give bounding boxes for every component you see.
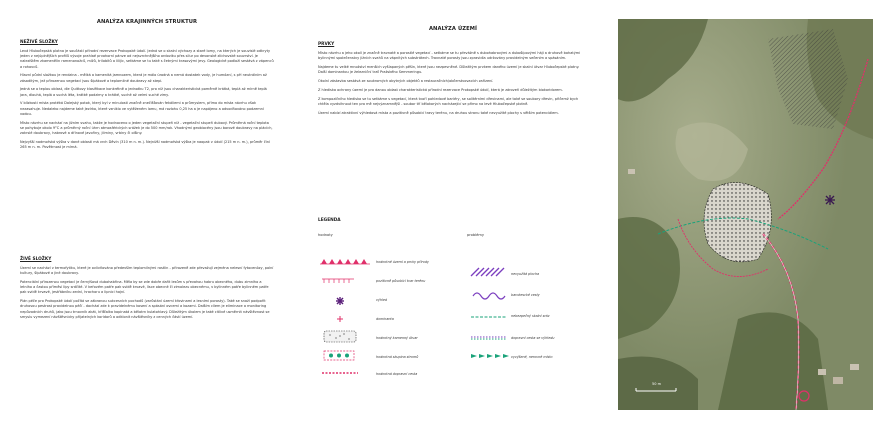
legend-values-heading: hodnoty xyxy=(318,233,333,237)
legend-problems-heading: problémy xyxy=(467,233,484,237)
scale-label: 50 m xyxy=(652,382,661,386)
legend-value-item: výhled xyxy=(376,298,388,302)
tree-group-icon xyxy=(324,351,354,360)
legend-problem-item: nebezpečný skalní sráz xyxy=(511,314,550,318)
triangle-line-icon xyxy=(320,259,370,264)
map-drawing xyxy=(618,19,873,410)
paragraph: Území se nachází v termofytiku, které je ovlivňováno především teplomilnými rostlin - přirozeně zde převažují zejména nelesní fytocenózy, polní kultury, šípákové a jiné doubravy. xyxy=(20,266,274,276)
paragraph: Z kompozičního hlediska se tu setkáme s vegetací, která tvoří pohledové bariéry, se solitérními dřevinami, ale také se soubory dřevin, přičemž bych chtěla vyzdvihnout ten pro mě nejvýznamnější - soubor tří bělokorých nacházející se přímo na levé Hlubočepské plotně. xyxy=(318,96,579,106)
paragraph: Hlavní půdní složkou je rendzina - mělká a kamenitá jamnozem, která je málo úrodná a nemá dostatek vody, je humózní, s pH neutrálním až zásaditým, jež přirozenou vegetací jsou šípákové a teplomilné doubravy až stepi. xyxy=(20,73,267,83)
uneven-arrows-icon xyxy=(471,354,509,358)
legend-title: LEGENDA xyxy=(318,218,341,223)
road-view-icon xyxy=(471,337,507,339)
paragraph: Levá Hlubočepská plotna je součástí přírodní rezervace Prokopské údolí. Jedná se o skalní výchozy a staré lomy, na kterých je souvislé odkryty jeden z nejúplnějších profilů vývoje prahlaé prvohorní pánve od nejsvrchnějšího ordoviku přes silur po devonské zlíchovské souvrství. Je nalezištěm zkamenělin ramenonožců, mlžů, trilobitů a lilijic, setkáme se tu také s četnými krasovými jevy. Geologické podloží sestává z vápenců a rohovců. xyxy=(20,49,274,69)
legend-value-item: hodnotná dopravní cesta xyxy=(376,372,418,376)
paragraph: Jedná se o teplou oblast, dle Quittovy klasifikace konkrétně o jednotku T2, pro níž jsou charakteristická poměrně krátká, teplá až mírně teplá jara, dlouhá, teplá a suchá léta, krátké podzimy a krátké, suché až velmi suché zimy. xyxy=(20,87,267,97)
legend-value-item: hodnotná skupina stromů xyxy=(376,355,419,359)
paragraph: Místo návrhu a jeho okolí je značně travnaté a porostlé vegetací - setkáme se tu převážně s dubohabrovými a dubošípovými háji a druhově bohatými bylinnými společenstvy jižních svahů na vápnitých substrátech. Travnaté porosty jsou zpravidla udržovány pravidelným sečením a spásáním. xyxy=(318,51,581,61)
legend-value-item: pozitivně působící tvar terénu xyxy=(376,279,426,283)
legend-value-item: hodnotné území a prvky přírody xyxy=(376,260,429,264)
biotic-heading: ŽIVÉ SLOŽKY xyxy=(20,257,52,262)
area-title: ANALÝZA ÚZEMÍ xyxy=(428,26,478,32)
legend-problem-item: dopravní cesta se výhledu xyxy=(511,336,555,340)
landscape-title: ANALÝZA KRAJINNÝCH STRUKTUR xyxy=(96,19,198,25)
paragraph: Území nabízí atraktivní výhledová místa a pozitivně působící travy terénu, na druhou stranu také nevyužité plochy s větším potenciálem. xyxy=(318,110,559,115)
legend-problems-symbols xyxy=(467,262,517,367)
legend-values-symbols xyxy=(318,255,374,385)
paragraph: Potenciální přirozenou vegetací je černýšová dubohabřina. Měla by se zde dobře dařit lesům s převahou habru obecného, dubu zimního a letního a častou příměsí lípy srdčité. V keřovém patře pak svídě krvavé, lísce obecné či zimolezu obecnému, v bylinném patře bylinném patře pak svídě krvavé, jestřábníku zední, hrachoru a lipnici hajní. xyxy=(20,280,269,295)
paragraph: V blízkosti místa protéká Dalejský potok, který byl v minulosti značně znečišťován fekáliemi a průmyslem, přímo do místa návrhu však nezasahuje. Nedaleko najdeme také Jezírko, které vzniklo ve vytěženém lomu, má rozlohu 0,25 ha a je napájeno a odvodňováno podzemní vodou. xyxy=(20,101,264,116)
paragraph: Z hlediska ochrany území je pro danou oblast charakteristická přírodní rezervace Prokopské údolí, která je zároveň důležitým biokoridorem. xyxy=(318,87,563,92)
elements-section xyxy=(318,42,588,119)
biotic-section xyxy=(20,257,274,324)
terrain-comb-icon xyxy=(322,279,354,283)
legend-problem-item: barokescké cesty xyxy=(511,293,540,297)
legend-problem-item: vyvýšené, nerovné místo xyxy=(511,355,553,359)
paragraph: Najdeme tu velké množství menších vyšlapaných pěšin, které jsou nezpevněné. Důležitým prvkem daného území je skalní útvar Hlubočepské plotny. Další dominantou je železniční trať Pražského Semmeringu. xyxy=(318,65,580,75)
legend-value-item: dominanta xyxy=(376,317,394,321)
aerial-map xyxy=(618,19,873,410)
viewpoint-star-icon xyxy=(336,297,344,305)
dominant-cross-icon xyxy=(337,316,343,322)
legend-problem-item: nevyužitá plocha xyxy=(511,272,540,276)
paragraph: Místo návrhu se nachází na jižním svahu, takže je hodnoceno o jeden vegetační stupeň níž - vegetační stupeň dubový. Průměrná roční teplota se pohybuje okolo 9°C a průměrný roční úhrn atmosférických srážek je do 500 mm/rok. Vhodnými geobiocény jsou borové doubravy na plácích, zakrslé doubravy, habrové a dřínové javořiny, jilminy, vrbiny či olšiny. xyxy=(20,120,273,136)
legend-value-item: hodnotný kamenný útvar xyxy=(376,336,418,340)
elements-heading: PRVKY xyxy=(318,42,335,47)
paragraph: Nejvyšší nadmořská výška v dané oblasti má vrch Děvín (310 m n. m.). Nejnižší nadmořská výška je naopak v údolí (215 m n. m.), průměr činí 265 m n. m. Povětrnost je mírná. xyxy=(20,139,270,150)
unused-area-icon xyxy=(471,268,504,276)
stone-formation-icon xyxy=(324,331,356,342)
abiotic-section xyxy=(20,40,274,154)
abiotic-heading: NEŽIVÉ SLOŽKY xyxy=(20,40,58,45)
paragraph: Plán péče pro Prokopské údolí počítá se zábranou sukcesních pochodů (zarůstání území křovinami a lesními porosty). Také se snaží podpořit druhovou pestrost pravidelnou péčí - dochází zde k pravidelnému kosení a spásání ovcemi a kozami. Dalším cílem je eliminace a monitoring nepůvodních druhů, jako jsou trnovník akát, kříšťalka kopinatá a bělotrn kulatohlavý. Důležitým úkolem je také citlivé usměrnit návštěvnost se smyslu vymezení návštěvnicky přijatelných koridorů a odklonit návštěvníky z cenných částí území. xyxy=(20,299,270,319)
paragraph: Okolní zástavba sestává ze soukromých obytných objektů a restauračních/občerstvovacích zařízení. xyxy=(318,79,494,83)
baroque-path-icon xyxy=(473,293,505,299)
